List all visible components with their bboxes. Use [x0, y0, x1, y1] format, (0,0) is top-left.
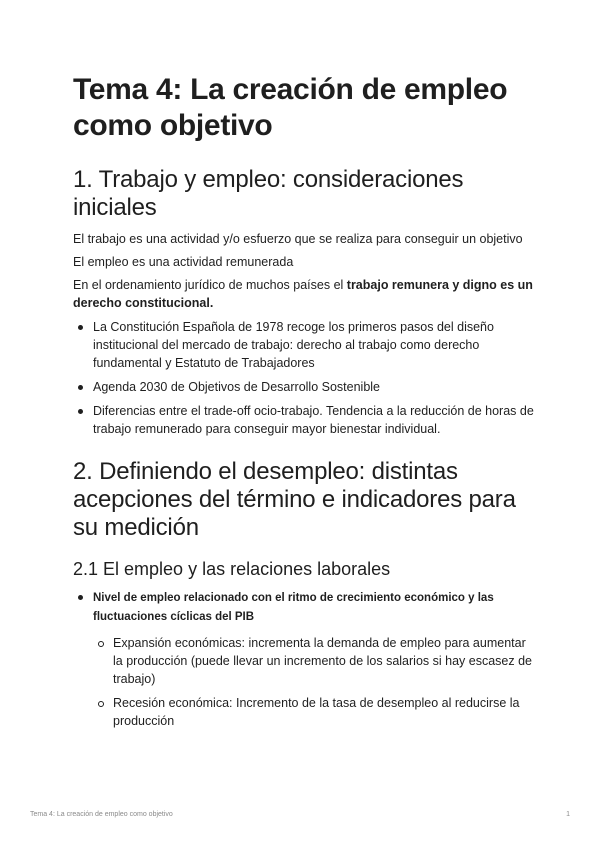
section-2-heading: 2. Definiendo el desempleo: distintas acepciones del término e indicadores para su medición [73, 458, 516, 541]
list-item [73, 378, 535, 396]
list-item-text: La Constitución Española de 1978 recoge los primeros pasos del diseño institucional del mercado de trabajo: derecho al trabajo como derecho fundamental y Estatuto de Trabajadores [93, 320, 494, 370]
nested-list-item-text: Expansión económicas: incrementa la demanda de empleo para aumentar la producción (puede llevar un incremento de los salarios si hay escasez de trabajo) [113, 636, 532, 686]
paragraph-ordenamiento-bold: trabajo remunera y digno es un derecho constitucional. [73, 278, 533, 310]
nested-list-item [93, 634, 535, 688]
list-item [73, 318, 535, 372]
bullet-icon [78, 385, 83, 390]
bullet-icon [78, 325, 83, 330]
paragraph-ordenamiento [73, 276, 535, 312]
document-page [73, 72, 535, 736]
bullet-icon [78, 595, 83, 600]
section-1-heading: 1. Trabajo y empleo: consideraciones iniciales [73, 166, 464, 221]
list-item-text: Agenda 2030 de Objetivos de Desarrollo Sostenible [93, 380, 380, 394]
footer-title: Tema 4: La creación de empleo como objetivo [30, 811, 173, 818]
subsection-2-1-heading: 2.1 El empleo y las relaciones laborales [73, 559, 391, 579]
list-item [73, 588, 535, 730]
paragraph-trabajo: El trabajo es una actividad y/o esfuerzo que se realiza para conseguir un objetivo [73, 232, 523, 246]
hollow-bullet-icon [98, 641, 104, 647]
page-number: 1 [566, 811, 570, 818]
document-title: Tema 4: La creación de empleo como objetivo [73, 73, 508, 142]
subsection-2-1-list [73, 588, 535, 730]
list-item [73, 402, 535, 438]
bullet-icon [78, 409, 83, 414]
hollow-bullet-icon [98, 701, 104, 707]
section-1-list [73, 318, 535, 438]
paragraph-ordenamiento-text: En el ordenamiento jurídico de muchos países el [73, 278, 347, 292]
nested-list-item [93, 694, 535, 730]
nested-list [93, 634, 535, 730]
list-item-text: Diferencias entre el trade-off ocio-trabajo. Tendencia a la reducción de horas de trabajo remunerado para conseguir mayor bienestar individual. [93, 404, 534, 436]
paragraph-empleo: El empleo es una actividad remunerada [73, 255, 294, 269]
list-item-text: Nivel de empleo relacionado con el ritmo de crecimiento económico y las fluctuaciones cíclicas del PIB [93, 592, 494, 623]
page-footer [30, 811, 570, 818]
nested-list-item-text: Recesión económica: Incremento de la tasa de desempleo al reducirse la producción [113, 696, 520, 728]
